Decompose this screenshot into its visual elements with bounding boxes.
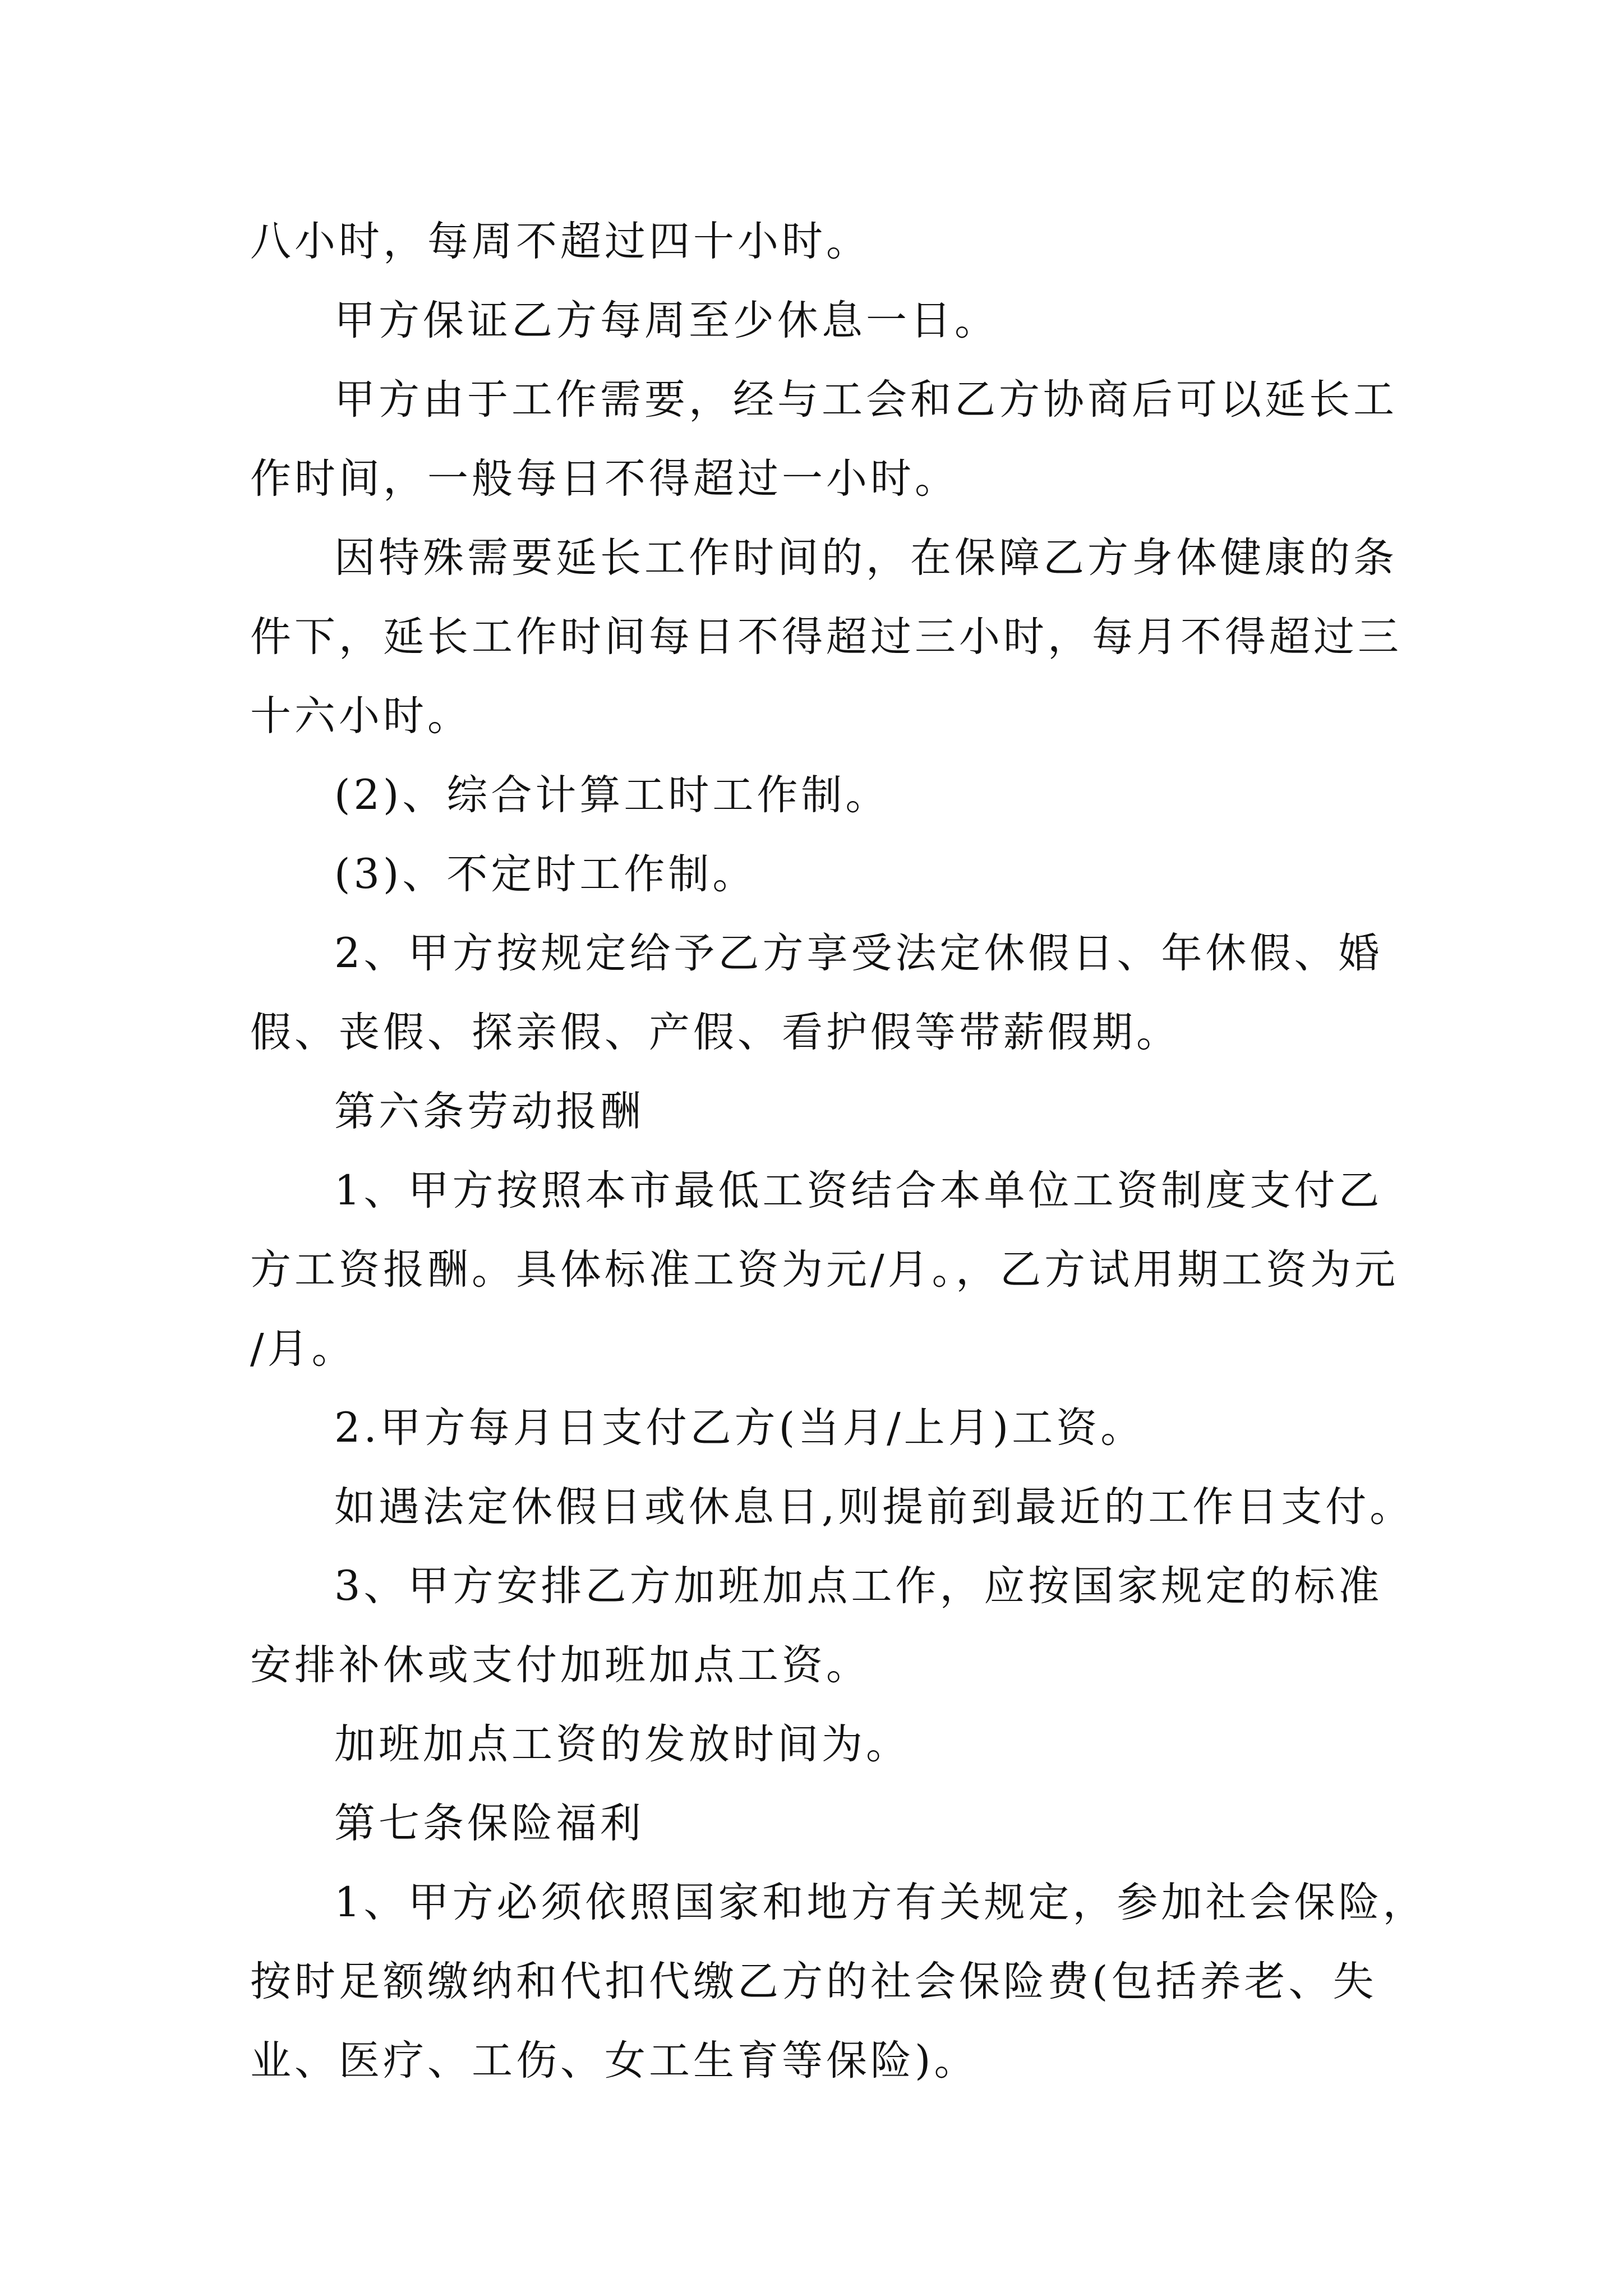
- text-line: 件下，延长工作时间每日不得超过三小时，每月不得超过三: [250, 613, 1402, 661]
- text-line: 业、医疗、工伤、女工生育等保险)。: [250, 2037, 979, 2085]
- text-line: 2、甲方按规定给予乙方享受法定休假日、年休假、婚: [334, 930, 1383, 977]
- section-heading: 第七条保险福利: [334, 1800, 644, 1847]
- text-line: 1、甲方按照本市最低工资结合本单位工资制度支付乙: [334, 1167, 1383, 1214]
- text-line: 十六小时。: [250, 692, 472, 740]
- text-line: 甲方由于工作需要，经与工会和乙方协商后可以延长工: [334, 376, 1398, 424]
- text-line: 八小时，每周不超过四十小时。: [250, 218, 870, 265]
- text-line: 3、甲方安排乙方加班加点工作，应按国家规定的标准: [334, 1562, 1383, 1610]
- text-line: (3)、不定时工作制。: [334, 850, 757, 898]
- text-line: 方工资报酬。具体标准工资为元/月。，乙方试用期工资为元: [250, 1246, 1399, 1294]
- text-line: 安排补休或支付加班加点工资。: [250, 1641, 870, 1689]
- text-line: 假、丧假、探亲假、产假、看护假等带薪假期。: [250, 1009, 1181, 1056]
- text-line: 2.甲方每月日支付乙方(当月/上月)工资。: [334, 1404, 1145, 1452]
- document-body: [250, 202, 1427, 2100]
- text-line: 因特殊需要延长工作时间的，在保障乙方身体健康的条: [334, 534, 1398, 582]
- text-line: (2)、综合计算工时工作制。: [334, 771, 890, 819]
- text-line: 加班加点工资的发放时间为。: [334, 1720, 910, 1768]
- text-line: 1、甲方必须依照国家和地方有关规定，参加社会保险，: [334, 1879, 1427, 1926]
- text-line: 作时间，一般每日不得超过一小时。: [250, 455, 959, 503]
- text-line: /月。: [250, 1325, 356, 1373]
- text-line: 如遇法定休假日或休息日,则提前到最近的工作日支付。: [334, 1483, 1414, 1531]
- section-heading: 第六条劳动报酬: [334, 1088, 644, 1135]
- text-line: 按时足额缴纳和代扣代缴乙方的社会保险费(包括养老、失: [250, 1958, 1377, 2005]
- text-line: 甲方保证乙方每周至少休息一日。: [334, 297, 999, 344]
